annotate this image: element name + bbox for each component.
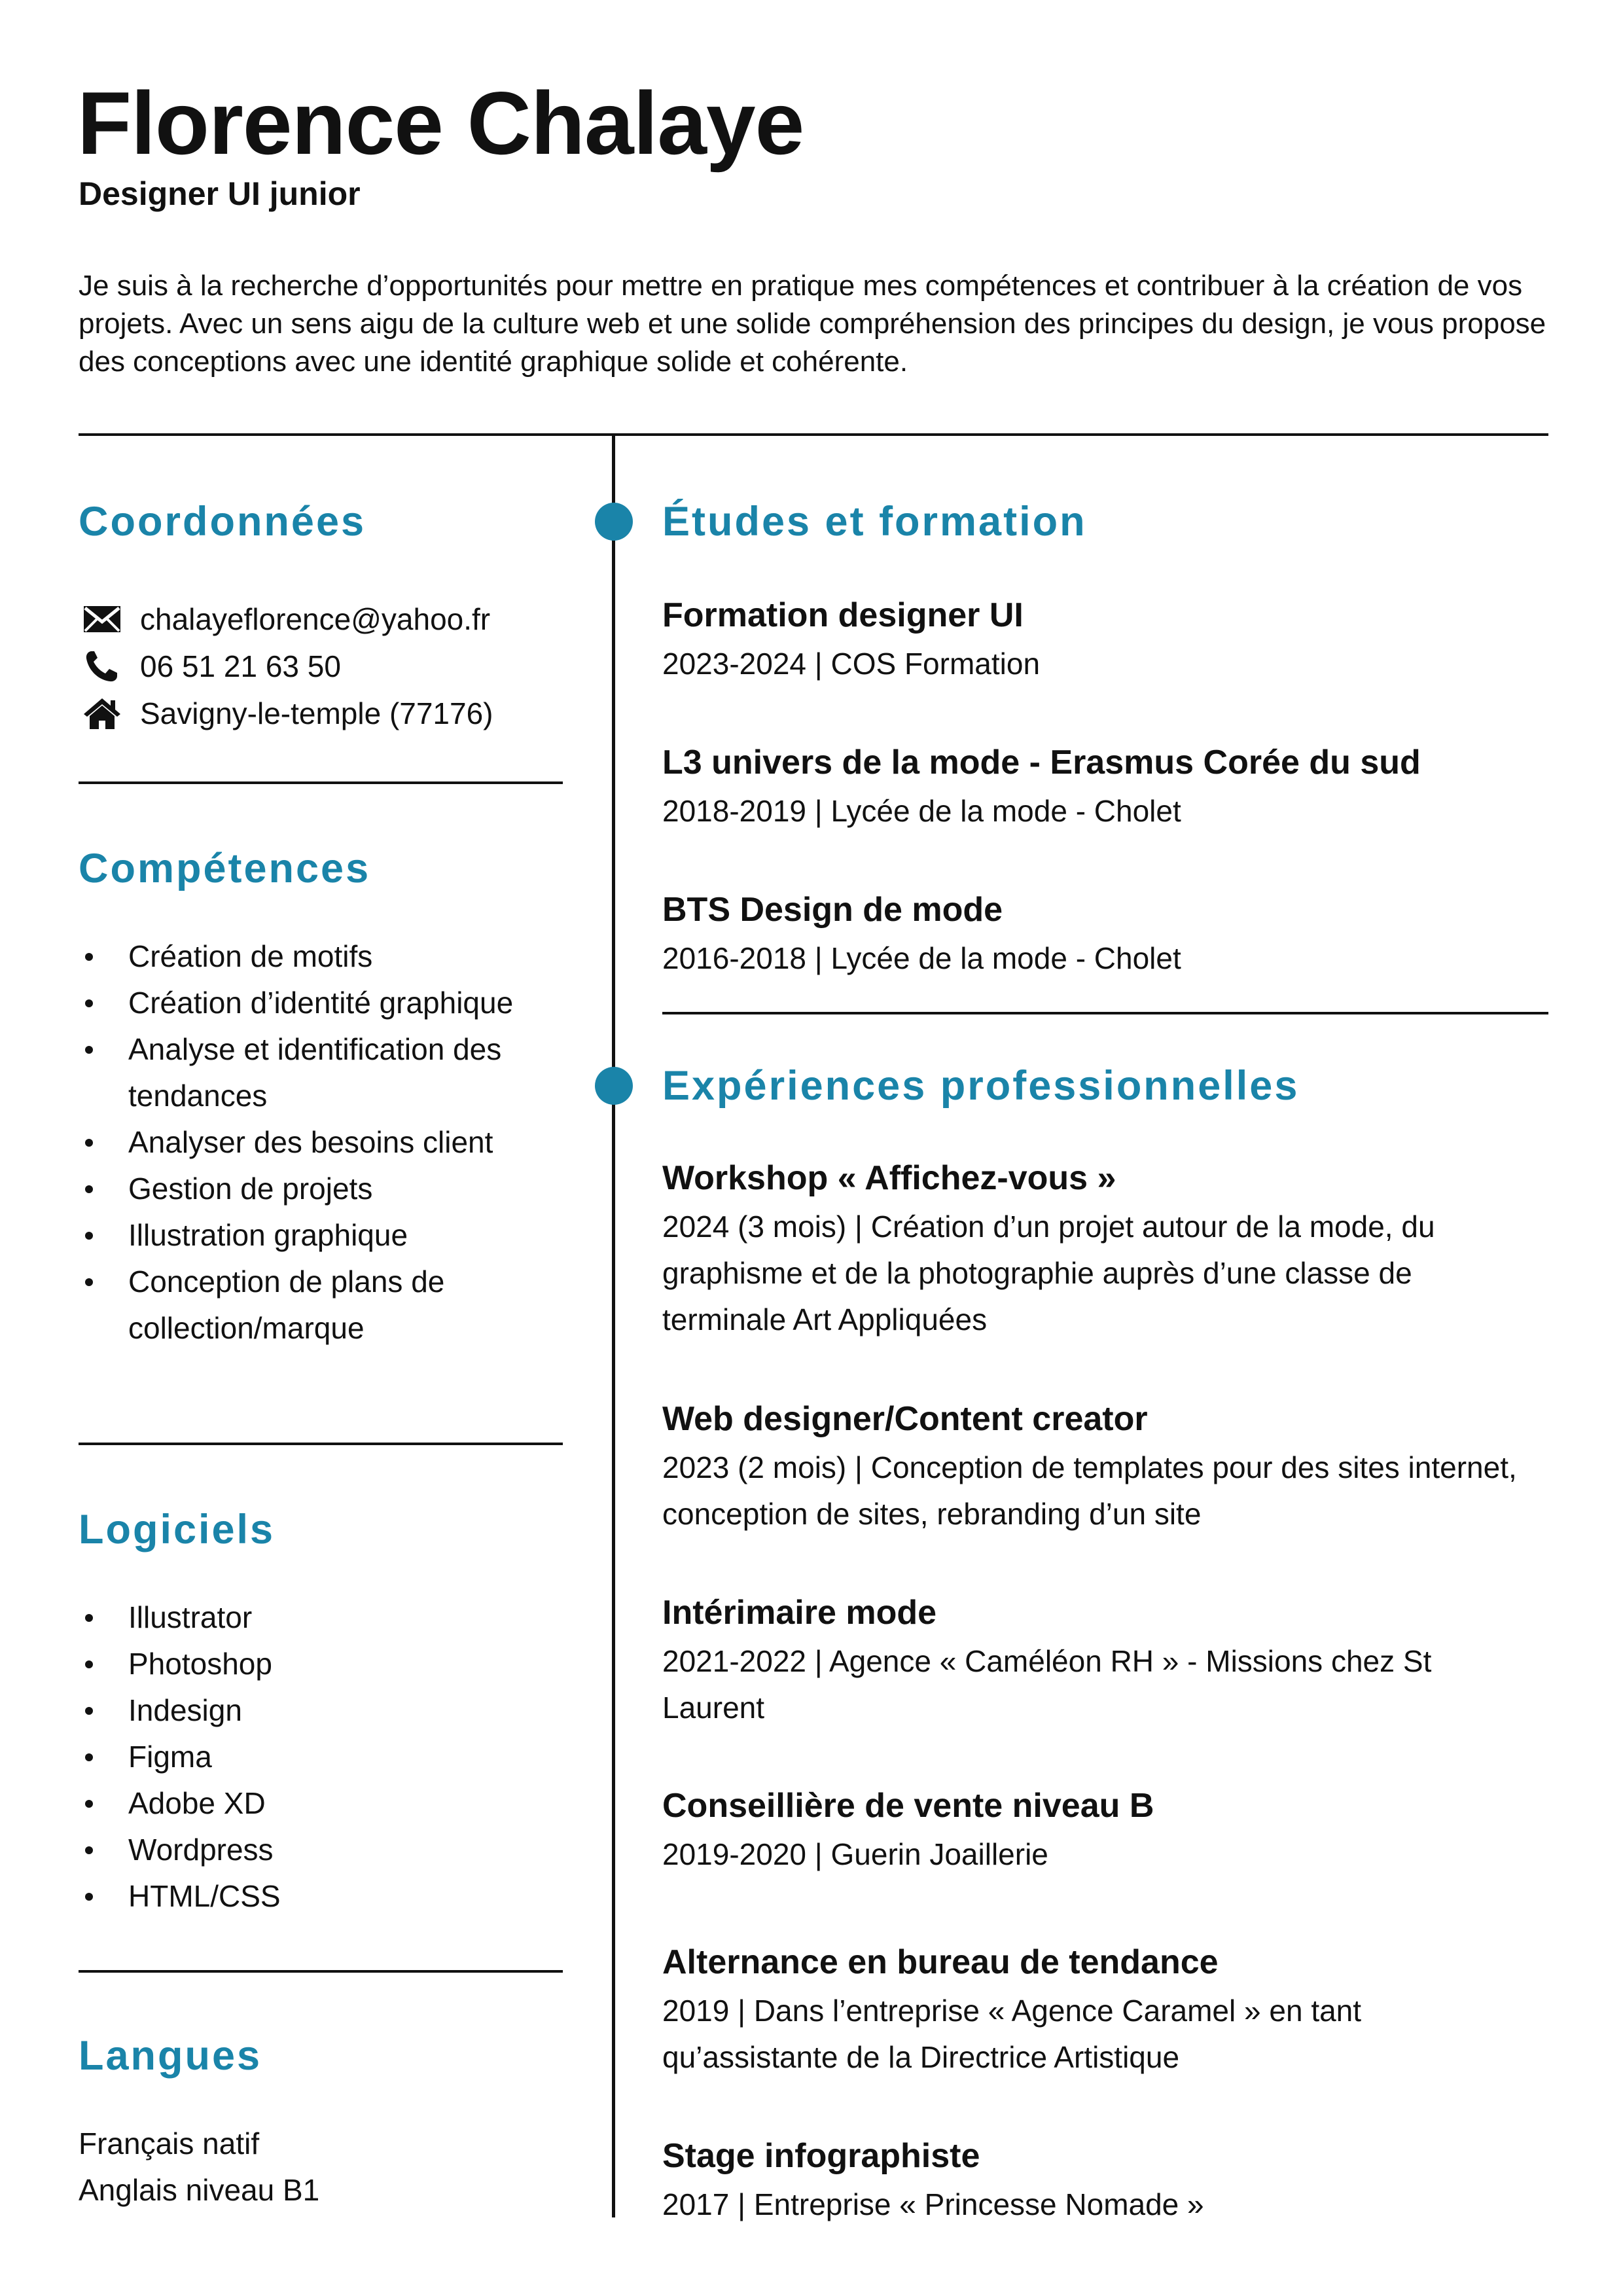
skill-item: Analyse et identification des tendances — [79, 1026, 550, 1119]
experience-entry-title: Web designer/Content creator — [662, 1400, 1148, 1438]
software-item: Photoshop — [79, 1641, 550, 1687]
skills-heading: Compétences — [79, 846, 371, 891]
skill-item: Analyser des besoins client — [79, 1119, 550, 1166]
skill-item: Illustration graphique — [79, 1212, 550, 1259]
languages-list — [79, 2121, 319, 2214]
software-heading: Logiciels — [79, 1507, 276, 1552]
education-entry — [662, 597, 1539, 687]
software-item: Illustrator — [79, 1594, 550, 1641]
experience-entry-title: Conseillière de vente niveau B — [662, 1787, 1154, 1825]
contact-list — [79, 596, 493, 737]
intro-paragraph — [79, 267, 1571, 381]
languages-heading: Langues — [79, 2033, 262, 2079]
contact-phone[interactable] — [79, 643, 493, 690]
education-entry-title: Formation designer UI — [662, 596, 1024, 634]
home-icon — [79, 695, 126, 732]
experience-entry-details: 2017 | Entreprise « Princesse Nomade » — [662, 2187, 1204, 2222]
software-list — [79, 1594, 550, 1920]
experience-entry — [662, 1944, 1539, 2081]
skills-list — [79, 933, 550, 1352]
experience-entry-title: Alternance en bureau de tendance — [662, 1943, 1219, 1981]
contact-address-text: Savigny-le-temple (77176) — [140, 696, 493, 730]
language-item: Anglais niveau B1 — [79, 2173, 320, 2207]
education-entry — [662, 891, 1539, 982]
experience-entry — [662, 1787, 1539, 1878]
experience-entry — [662, 2138, 1539, 2228]
column-divider — [612, 433, 615, 2217]
experience-entry-title: Intérimaire mode — [662, 1594, 937, 1632]
software-list-wrap — [79, 1594, 550, 1920]
contact-heading: Coordonnées — [79, 499, 366, 545]
contact-address — [79, 690, 493, 737]
skill-item: Gestion de projets — [79, 1166, 550, 1212]
experience-entry — [662, 1594, 1539, 1731]
header-divider — [79, 433, 1548, 436]
education-entry — [662, 744, 1539, 834]
skills-list-wrap — [79, 933, 550, 1352]
experience-timeline-dot — [595, 1067, 633, 1105]
experience-heading: Expériences professionnelles — [662, 1063, 1300, 1109]
intro-text: Je suis à la recherche d’opportunités pour mettre en pratique mes compétences et contribuer à la création de vos projets. Avec un sens aigu de la culture web et une solide compréhension des principes du design, je vous propose des conceptions avec une identité graphique solide et cohérente. — [79, 270, 1546, 378]
contact-divider — [79, 781, 563, 784]
software-item: Indesign — [79, 1687, 550, 1734]
software-item: Adobe XD — [79, 1780, 550, 1827]
experience-entry-details: 2024 (3 mois) | Création d’un projet autour de la mode, du graphisme et de la photographie auprès d’une classe de terminale Art Appliquées — [662, 1210, 1435, 1337]
job-title: Designer UI junior — [79, 175, 361, 212]
software-item: HTML/CSS — [79, 1873, 550, 1920]
contact-email-text: chalayeflorence@yahoo.fr — [140, 602, 491, 636]
education-entry-details: 2016-2018 | Lycée de la mode - Cholet — [662, 941, 1181, 976]
candidate-name: Florence Chalaye — [77, 73, 804, 173]
skills-divider — [79, 1443, 563, 1445]
education-entry-details: 2023-2024 | COS Formation — [662, 647, 1041, 681]
envelope-icon — [79, 601, 126, 637]
phone-icon — [79, 648, 126, 685]
software-divider — [79, 1970, 563, 1973]
skill-item: Conception de plans de collection/marque — [79, 1259, 550, 1352]
skill-item: Création de motifs — [79, 933, 550, 980]
experience-entry-details: 2019-2020 | Guerin Joaillerie — [662, 1837, 1048, 1872]
contact-email[interactable] — [79, 596, 493, 643]
language-item: Français natif — [79, 2126, 260, 2161]
education-entry-details: 2018-2019 | Lycée de la mode - Cholet — [662, 794, 1181, 829]
experience-entry-title: Workshop « Affichez-vous » — [662, 1159, 1116, 1197]
experience-entry-title: Stage infographiste — [662, 2137, 980, 2175]
experience-entry — [662, 1401, 1539, 1537]
experience-entry — [662, 1160, 1539, 1343]
education-entry-title: BTS Design de mode — [662, 891, 1003, 929]
experience-entry-details: 2019 | Dans l’entreprise « Agence Caramel » en tant qu’assistante de la Directrice Artistique — [662, 1994, 1362, 2075]
experience-entry-details: 2021-2022 | Agence « Caméléon RH » - Missions chez St Laurent — [662, 1644, 1432, 1725]
education-heading: Études et formation — [662, 499, 1087, 545]
software-item: Figma — [79, 1734, 550, 1780]
education-divider — [662, 1012, 1548, 1014]
education-entry-title: L3 univers de la mode - Erasmus Corée du sud — [662, 744, 1421, 781]
experience-entry-details: 2023 (2 mois) | Conception de templates pour des sites internet, conception de sites, rebranding d’un site — [662, 1450, 1517, 1532]
contact-phone-text: 06 51 21 63 50 — [140, 649, 341, 683]
software-item: Wordpress — [79, 1827, 550, 1873]
education-timeline-dot — [595, 503, 633, 541]
skill-item: Création d’identité graphique — [79, 980, 550, 1026]
